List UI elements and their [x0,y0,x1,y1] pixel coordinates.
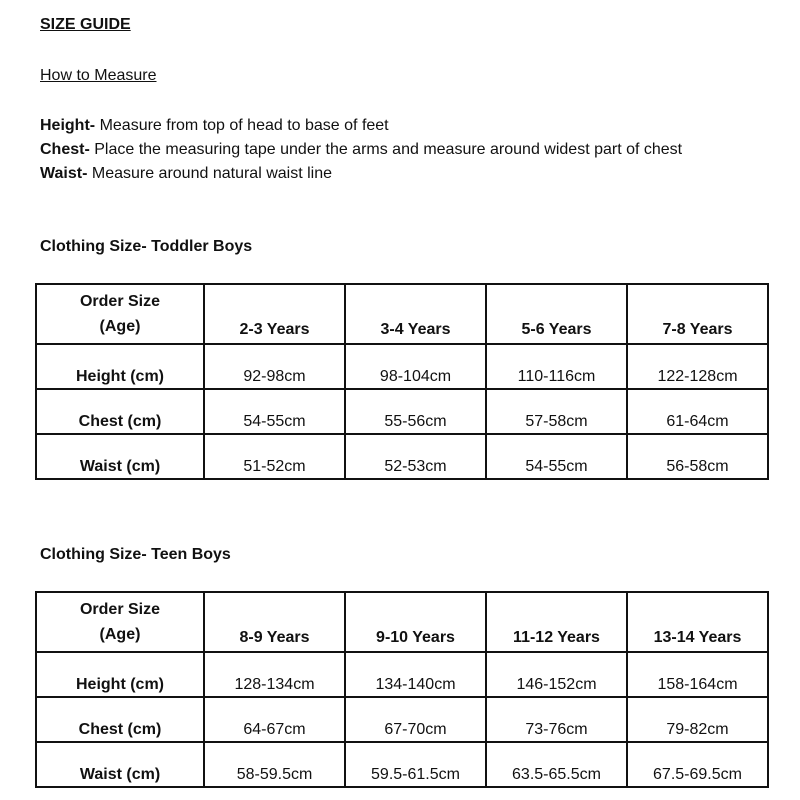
column-header: 13-14 Years [627,592,768,652]
corner-line: Order Size [79,293,161,310]
table-cell: 122-128cm [627,344,768,389]
row-label: Waist (cm) [36,434,204,479]
column-header: 9-10 Years [345,592,486,652]
table-cell: 52-53cm [345,434,486,479]
measure-height [40,117,389,135]
column-header: 3-4 Years [345,284,486,344]
table-cell: 98-104cm [345,344,486,389]
measure-waist [40,165,332,183]
table-cell: 63.5-65.5cm [486,742,627,787]
column-header: 5-6 Years [486,284,627,344]
row-label: Height (cm) [36,344,204,389]
column-header: 8-9 Years [204,592,345,652]
row-label: Chest (cm) [36,389,204,434]
measure-text: Measure around natural waist line [91,165,332,182]
table-cell: 128-134cm [204,652,345,697]
table-row [36,389,768,434]
teen-section-heading: Clothing Size- Teen Boys [40,546,231,563]
table-cell: 146-152cm [486,652,627,697]
row-label: Height (cm) [36,652,204,697]
column-header: 2-3 Years [204,284,345,344]
measure-label: Waist- [40,165,88,182]
table-cell: 59.5-61.5cm [345,742,486,787]
row-label: Waist (cm) [36,742,204,787]
table-row [36,697,768,742]
table-cell: 57-58cm [486,389,627,434]
table-cell: 73-76cm [486,697,627,742]
table-cell: 110-116cm [486,344,627,389]
page-title: SIZE GUIDE [40,16,131,33]
how-to-measure-heading: How to Measure [40,67,157,84]
table-cell: 61-64cm [627,389,768,434]
table-row [36,344,768,389]
corner-line: (Age) [99,318,141,335]
table-row [36,742,768,787]
table-header-row [36,592,768,652]
teen-size-table [35,591,769,788]
toddler-size-table [35,283,769,480]
corner-cell [36,284,204,344]
table-cell: 58-59.5cm [204,742,345,787]
measure-text: Place the measuring tape under the arms and measure around widest part of chest [94,141,683,158]
table-cell: 56-58cm [627,434,768,479]
table-cell: 51-52cm [204,434,345,479]
toddler-section-heading: Clothing Size- Toddler Boys [40,238,253,255]
table-cell: 64-67cm [204,697,345,742]
table-header-row [36,284,768,344]
table-cell: 67.5-69.5cm [627,742,768,787]
corner-cell [36,592,204,652]
table-cell: 54-55cm [204,389,345,434]
corner-line: Order Size [79,601,161,618]
measure-text: Measure from top of head to base of feet [99,117,389,134]
table-cell: 158-164cm [627,652,768,697]
table-cell: 67-70cm [345,697,486,742]
table-row [36,652,768,697]
measure-label: Chest- [40,141,90,158]
table-cell: 54-55cm [486,434,627,479]
table-cell: 79-82cm [627,697,768,742]
column-header: 7-8 Years [627,284,768,344]
table-cell: 134-140cm [345,652,486,697]
corner-line: (Age) [99,626,141,643]
table-cell: 92-98cm [204,344,345,389]
row-label: Chest (cm) [36,697,204,742]
measure-label: Height- [40,117,96,134]
column-header: 11-12 Years [486,592,627,652]
measure-chest [40,141,682,159]
table-row [36,434,768,479]
table-cell: 55-56cm [345,389,486,434]
